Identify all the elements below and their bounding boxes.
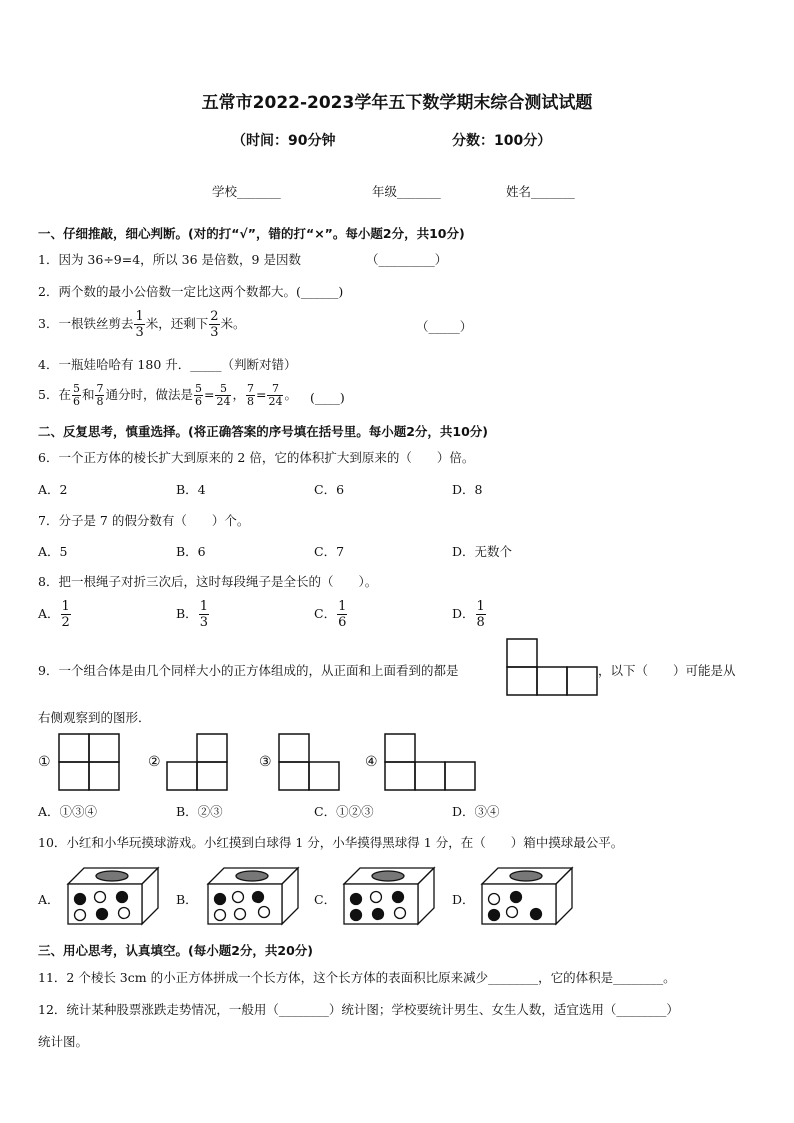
- option-d: D．: [452, 892, 475, 907]
- option-a: A．5: [38, 544, 68, 559]
- fraction: [215, 383, 231, 408]
- question-3-text: 米，还剩下: [145, 316, 209, 331]
- option-d: [452, 599, 487, 630]
- question-3: [38, 309, 246, 340]
- option-c: C．①②③: [314, 804, 374, 819]
- denominator: 6: [338, 615, 347, 630]
- question-8: 8．把一根绳子对折三次后，这时每段绳子是全长的（ ）。: [38, 574, 378, 589]
- denominator: 8: [476, 615, 485, 630]
- question-5-text: 和: [81, 387, 95, 402]
- numerator: 1: [61, 599, 70, 614]
- q9-fig-1: [58, 733, 120, 791]
- denominator: 6: [72, 395, 80, 408]
- fraction: [95, 383, 104, 408]
- numerator: 1: [135, 309, 144, 324]
- question-12: 12．统计某种股票涨跌走势情况，一般用（________）统计图；学校要统计男生、女生人数，适宜选用（________）: [38, 1002, 679, 1017]
- numerator: 1: [338, 599, 347, 614]
- option-a: A．2: [38, 482, 68, 497]
- option-b: B．4: [176, 482, 206, 497]
- question-5: [38, 383, 297, 408]
- ball-box-a: [66, 866, 162, 928]
- option-label: A．: [38, 606, 60, 621]
- page-title: 五常市2022-2023学年五下数学期末综合测试试题: [201, 93, 593, 113]
- question-11: 11．2 个棱长 3cm 的小正方体拼成一个长方体，这个长方体的表面积比原来减少________，它的体积是________。: [38, 970, 676, 985]
- question-12-line2: 统计图。: [38, 1034, 89, 1049]
- question-9: 9．一个组合体是由几个同样大小的正方体组成的，从正面和上面看到的都是: [38, 663, 459, 678]
- fig-2-label: ②: [148, 754, 161, 770]
- option-d: D．③④: [452, 804, 500, 819]
- q9-fig-2: [166, 733, 228, 791]
- question-3-text: 3．一根铁丝剪去: [38, 316, 134, 331]
- option-b: [176, 599, 210, 630]
- option-a: A．①③④: [38, 804, 98, 819]
- option-label: D．: [452, 606, 475, 621]
- question-4: 4．一瓶娃哈哈有 180 升．_____（判断对错）: [38, 357, 297, 372]
- option-d: D．8: [452, 482, 483, 497]
- numerator: 5: [194, 382, 202, 395]
- denominator: 3: [135, 325, 144, 340]
- numerator: 7: [267, 383, 283, 396]
- question-9-after: ，以下（ ）可能是从: [598, 663, 736, 678]
- option-a: [38, 599, 72, 630]
- section-2-heading: 二、反复思考，慎重选择。(将正确答案的序号填在括号里。每小题2分，共10分): [38, 424, 489, 439]
- denominator: 6: [194, 395, 202, 408]
- time-label: （时间：90分钟: [232, 133, 336, 149]
- denominator: 2: [61, 615, 70, 630]
- denominator: 24: [216, 395, 231, 408]
- score-label: 分数：100分）: [452, 133, 552, 149]
- question-5-text: 。: [284, 387, 297, 402]
- school-field: 学校_______: [212, 184, 281, 199]
- fraction: [337, 599, 347, 630]
- option-label: C．: [314, 606, 337, 621]
- option-b: B．6: [176, 544, 206, 559]
- numerator: 1: [199, 599, 208, 614]
- question-7: 7．分子是 7 的假分数有（ ）个。: [38, 513, 250, 528]
- q9-fig-3: [278, 733, 340, 791]
- numerator: 5: [215, 383, 231, 396]
- comma: ，: [232, 387, 245, 402]
- numerator: 5: [72, 382, 80, 395]
- ball-box-b: [206, 866, 302, 928]
- fraction: [72, 383, 81, 408]
- section-1-heading: 一、仔细推敲，细心判断。(对的打“√”，错的打“×”。每小题2分，共10分): [38, 226, 465, 241]
- question-5-text: 5．在: [38, 387, 71, 402]
- denominator: 8: [246, 395, 254, 408]
- numerator: 1: [476, 599, 485, 614]
- grade-field: 年级_______: [372, 184, 441, 199]
- fig-1-label: ①: [38, 754, 51, 770]
- question-5-blank: (____): [310, 390, 345, 405]
- equals-sign: =: [203, 387, 215, 402]
- equals-sign: =: [255, 387, 267, 402]
- option-a: A．: [38, 892, 60, 907]
- numerator: 7: [246, 382, 254, 395]
- numerator: 7: [96, 382, 104, 395]
- fraction: [194, 383, 203, 408]
- fraction: [476, 599, 486, 630]
- fig-4-label: ④: [365, 754, 378, 770]
- question-1: 1．因为 36÷9=4，所以 36 是倍数，9 是因数: [38, 252, 301, 267]
- q9-fig-4: [384, 733, 476, 791]
- fraction: [209, 309, 219, 340]
- question-6: 6．一个正方体的棱长扩大到原来的 2 倍，它的体积扩大到原来的（ ）倍。: [38, 450, 475, 465]
- q9-view-figure: [506, 638, 598, 696]
- name-field: 姓名_______: [506, 184, 575, 199]
- ball-box-d: [480, 866, 576, 928]
- option-c: [314, 599, 348, 630]
- question-3-text: 米。: [220, 316, 246, 331]
- question-9-line2: 右侧观察到的图形．: [38, 710, 151, 725]
- denominator: 8: [96, 395, 104, 408]
- denominator: 3: [199, 615, 208, 630]
- option-label: B．: [176, 606, 198, 621]
- denominator: 24: [268, 395, 283, 408]
- fraction: [267, 383, 283, 408]
- fraction: [61, 599, 71, 630]
- option-b: B．: [176, 892, 198, 907]
- denominator: 3: [210, 325, 219, 340]
- fraction: [199, 599, 209, 630]
- fig-3-label: ③: [259, 754, 272, 770]
- section-3-heading: 三、用心思考，认真填空。(每小题2分，共20分): [38, 943, 314, 958]
- option-c: C．: [314, 892, 337, 907]
- question-1-blank: （_________）: [366, 252, 448, 267]
- option-d: D．无数个: [452, 544, 513, 559]
- question-2: 2．两个数的最小公倍数一定比这两个数都大。(______): [38, 284, 344, 299]
- option-b: B．②③: [176, 804, 223, 819]
- option-c: C．7: [314, 544, 345, 559]
- fraction: [246, 383, 255, 408]
- numerator: 2: [210, 309, 219, 324]
- question-10: 10．小红和小华玩摸球游戏。小红摸到白球得 1 分，小华摸得黑球得 1 分，在（ ）箱中摸球最公平。: [38, 835, 624, 850]
- option-c: C．6: [314, 482, 345, 497]
- question-5-text: 通分时，做法是: [105, 387, 193, 402]
- question-3-blank: （_____）: [416, 319, 473, 334]
- ball-box-c: [342, 866, 438, 928]
- fraction: [134, 309, 144, 340]
